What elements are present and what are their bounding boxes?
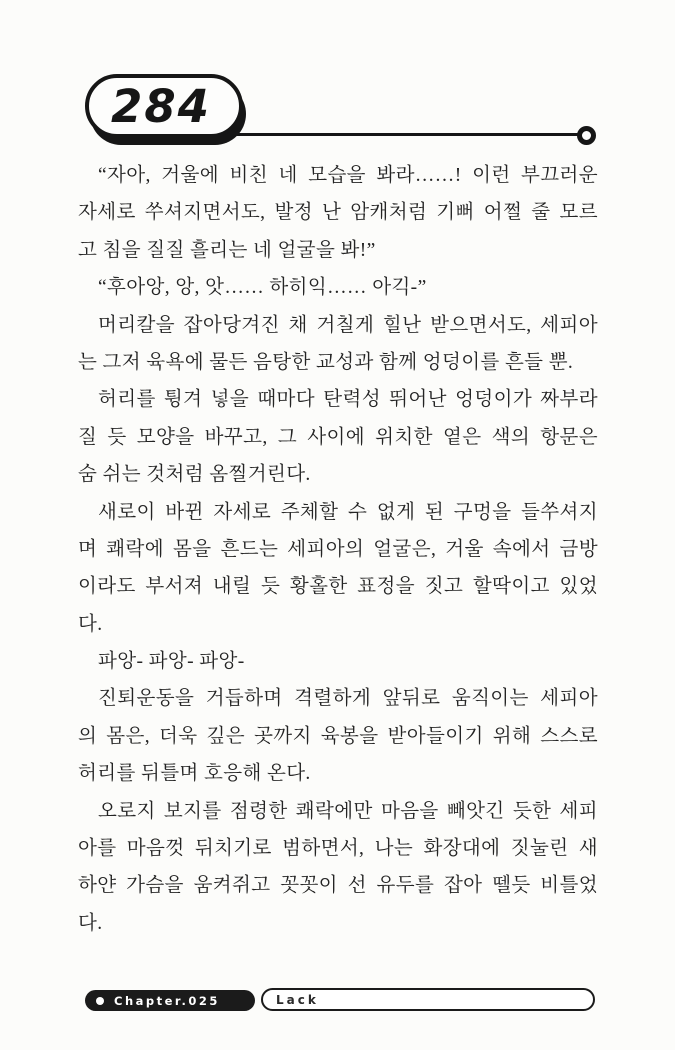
text-line: 하얀 가슴을 움켜쥐고 꼿꼿이 선 유두를 잡아 뗄듯 비틀었 (78, 875, 598, 897)
text-line: 는 그저 육욕에 물든 음탕한 교성과 함께 엉덩이를 흔들 뿐. (78, 351, 574, 373)
text-line: 다. (78, 912, 103, 934)
text-line: 머리칼을 잡아당겨진 채 거칠게 힐난 받으면서도, 세피아 (98, 314, 598, 336)
text-line: “자아, 거울에 비친 네 모습을 봐라……! 이런 부끄러운 (98, 165, 598, 186)
series-label: Lack (276, 993, 319, 1007)
text-line: 고 침을 질질 흘리는 네 얼굴을 봐!” (78, 239, 376, 261)
chapter-badge (85, 990, 255, 1011)
text-line: 허리를 튕겨 넣을 때마다 탄력성 뛰어난 엉덩이가 짜부라 (98, 389, 598, 411)
text-line: 오로지 보지를 점령한 쾌락에만 마음을 빼앗긴 듯한 세피 (98, 800, 598, 822)
text-line: 질 듯 모양을 바꾸고, 그 사이에 위치한 옅은 색의 항문은 (78, 426, 598, 448)
text-line: 다. (78, 613, 103, 635)
text-line: 며 쾌락에 몸을 흔드는 세피아의 얼굴은, 거울 속에서 금방 (78, 538, 598, 560)
body-text (78, 157, 598, 942)
text-line: 이라도 부서져 내릴 듯 황홀한 표정을 짓고 할딱이고 있었 (78, 576, 598, 598)
text-line: 의 몸은, 더욱 깊은 곳까지 육봉을 받아들이기 위해 스스로 (78, 725, 598, 747)
text-line: 숨 쉬는 것처럼 옴찔거린다. (78, 464, 311, 486)
text-line: 진퇴운동을 거듭하며 격렬하게 앞뒤로 움직이는 세피아 (98, 688, 598, 710)
text-line: “후아앙, 앙, 앗…… 하히익…… 아긱-” (98, 277, 427, 299)
text-line: 자세로 쑤셔지면서도, 발정 난 암캐처럼 기뻐 어쩔 줄 모르 (78, 202, 598, 224)
series-badge (261, 988, 595, 1011)
page-number-badge (85, 74, 243, 138)
header-ring-icon (577, 126, 596, 145)
header-rule (215, 133, 581, 136)
page-number: 284 (111, 79, 211, 133)
text-line: 아를 마음껏 뒤치기로 범하면서, 나는 화장대에 짓눌린 새 (78, 838, 598, 860)
bullet-dot-icon (96, 997, 104, 1005)
text-line: 파앙- 파앙- 파앙- (98, 651, 245, 673)
text-line: 허리를 뒤틀며 호응해 온다. (78, 763, 311, 785)
text-line: 새로이 바뀐 자세로 주체할 수 없게 된 구멍을 들쑤셔지 (98, 501, 598, 523)
chapter-label: Chapter.025 (114, 994, 220, 1008)
